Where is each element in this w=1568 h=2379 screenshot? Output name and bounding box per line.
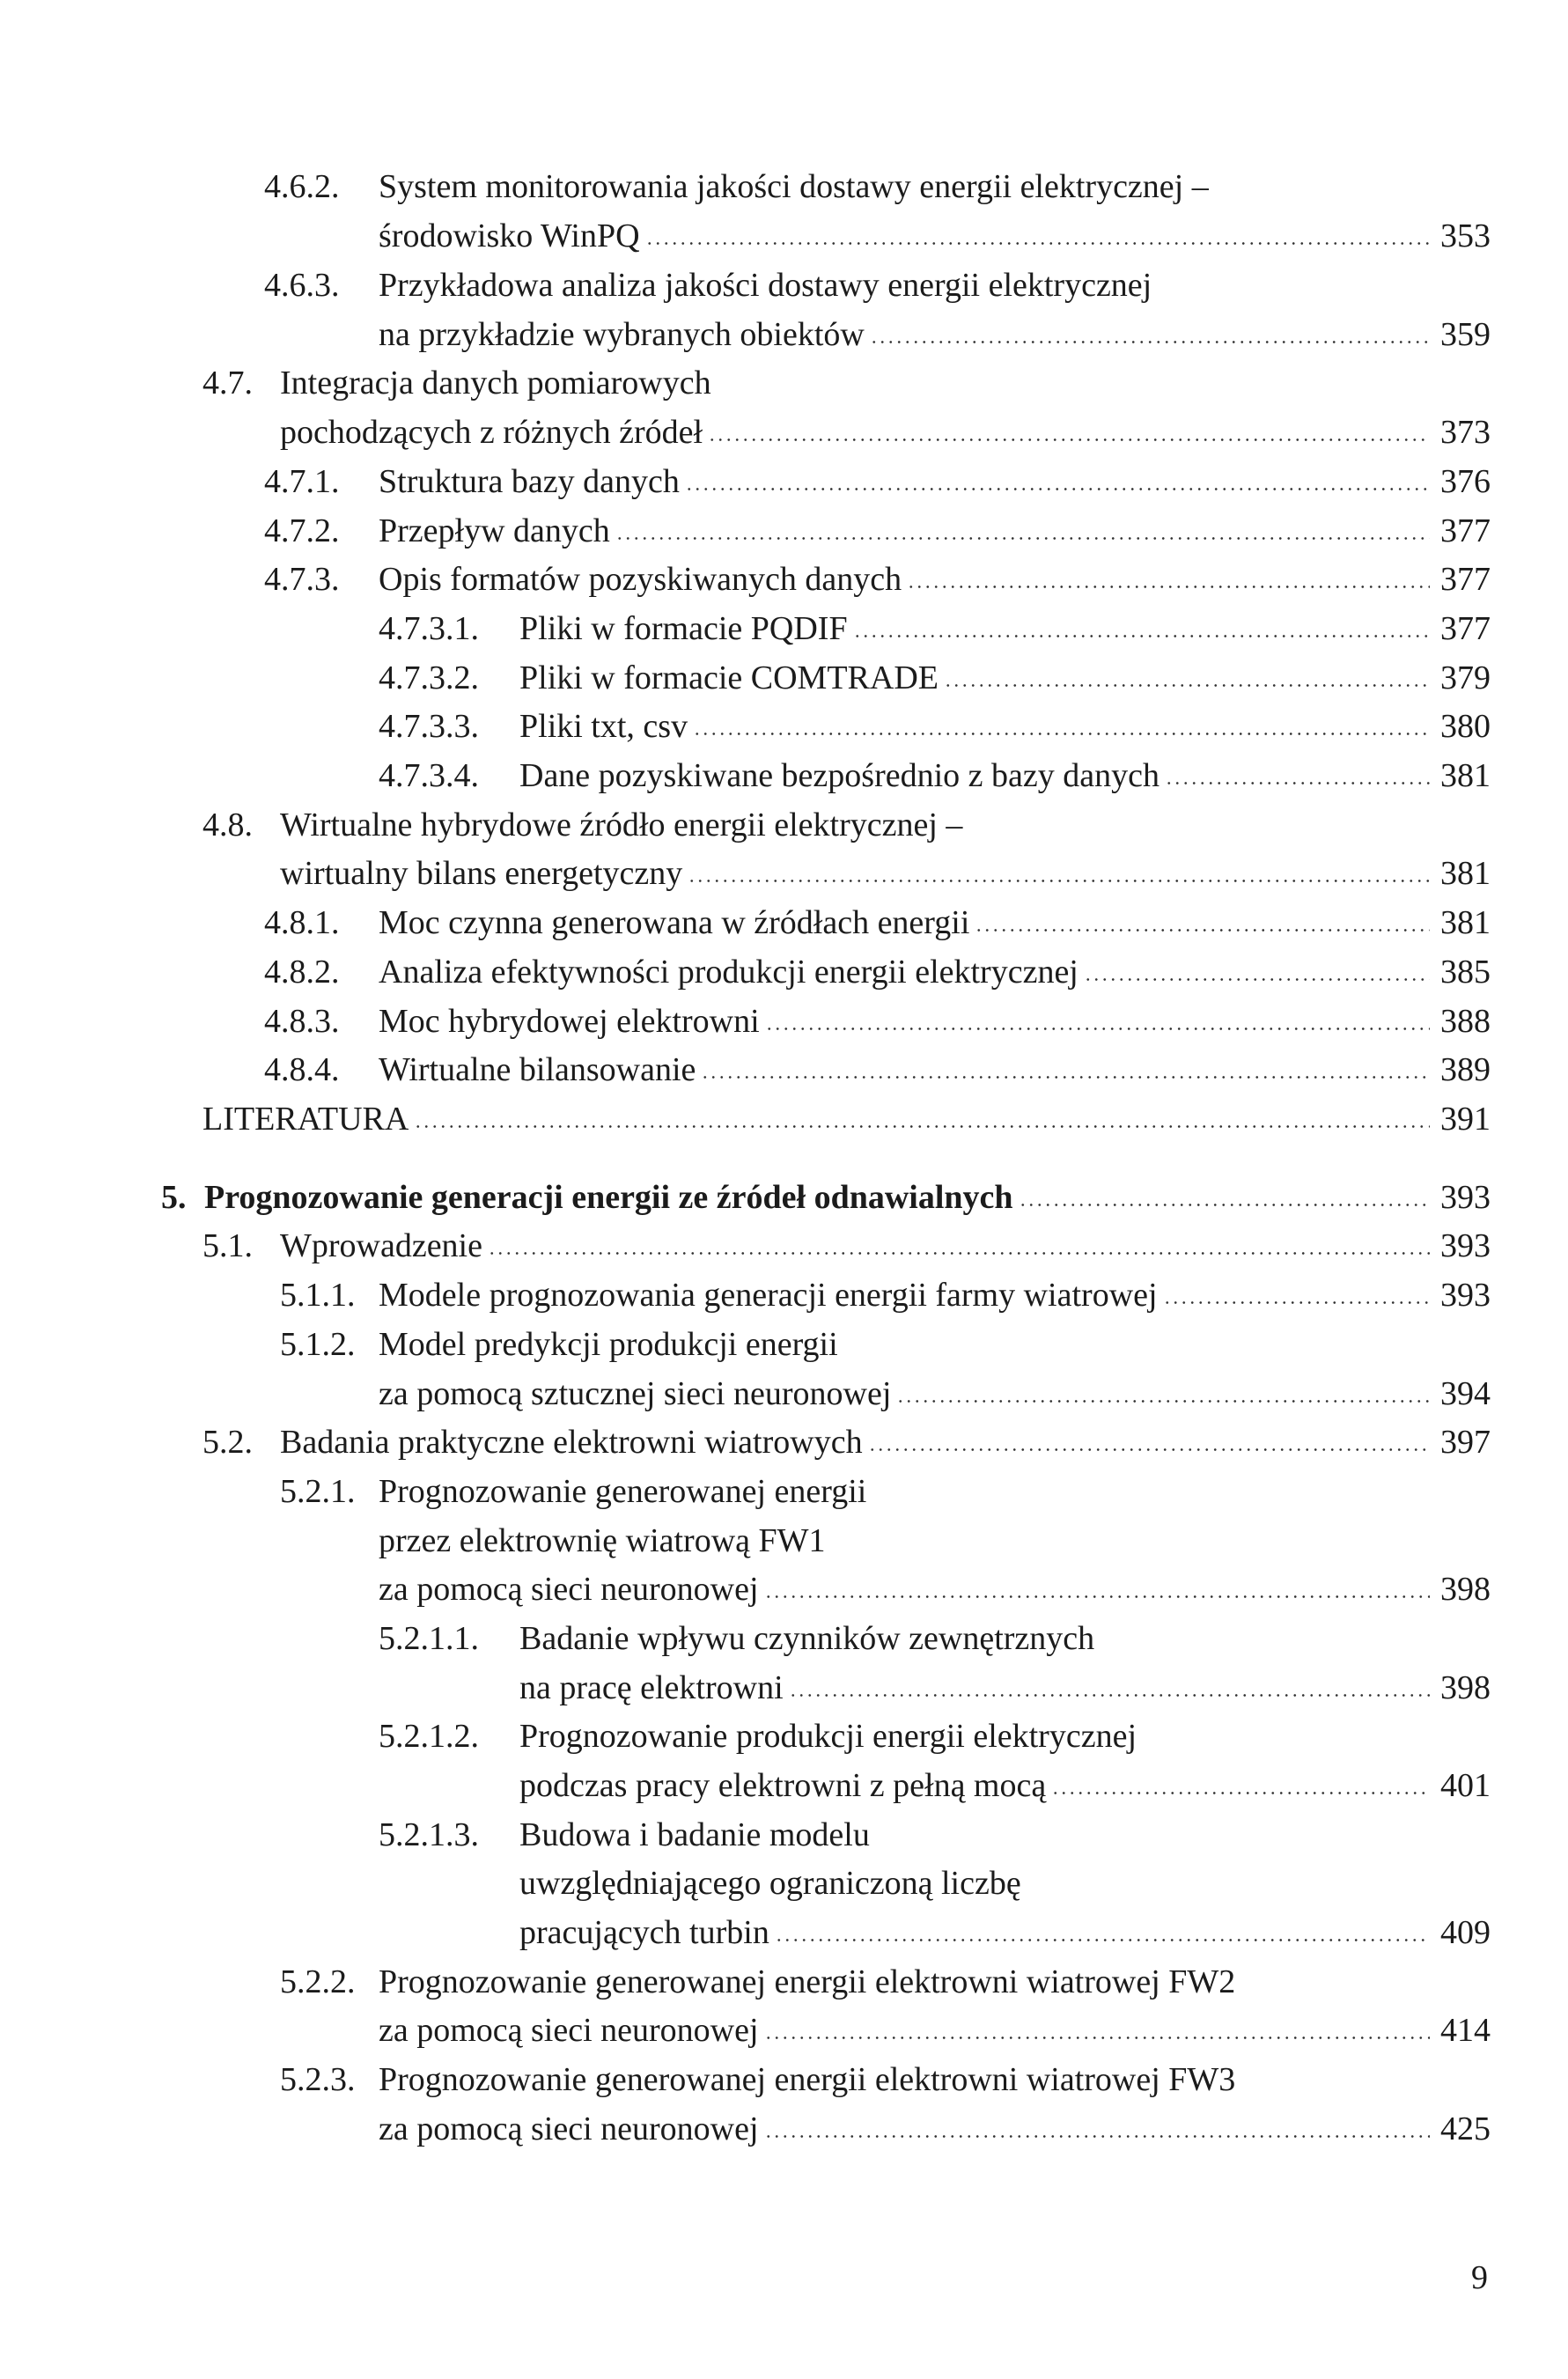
- toc-entry-title: przez elektrownię wiatrową FW1: [379, 1522, 826, 1559]
- toc-entry-number: 5.2.1.: [280, 1473, 356, 1510]
- dot-leader: [853, 634, 1430, 638]
- toc-entry-title: wirtualny bilans energetyczny: [280, 855, 683, 892]
- toc-entry-line: [202, 1219, 1491, 1265]
- toc-entry-title: Moc czynna generowana w źródłach energii: [379, 904, 970, 941]
- toc-entry-page: 425: [1440, 2110, 1491, 2147]
- toc-entry-page: 397: [1440, 1424, 1491, 1461]
- toc-entry-line: [264, 553, 1491, 599]
- toc-entry-line: [161, 1171, 1491, 1217]
- toc-entry-title: Pliki w formacie COMTRADE: [519, 659, 939, 696]
- dot-leader: [645, 241, 1430, 246]
- toc-entry-page: 398: [1440, 1669, 1491, 1706]
- dot-leader: [1163, 1300, 1430, 1305]
- toc-entry-title: Prognozowanie generowanej energii elektrowni wiatrowej FW2: [379, 1963, 1236, 2000]
- toc-entry-page: 393: [1440, 1227, 1491, 1264]
- toc-entry-line: [379, 1612, 1094, 1658]
- toc-entry-page: 401: [1440, 1767, 1491, 1804]
- dot-leader: [765, 1027, 1430, 1031]
- toc-entry-title: Prognozowanie generowanej energii: [379, 1473, 867, 1510]
- toc-entry-title: Wirtualne hybrydowe źródło energii elektrycznej –: [280, 807, 963, 843]
- toc-entry-line: [379, 749, 1491, 795]
- page-number: 9: [1471, 2259, 1488, 2296]
- dot-leader: [414, 1124, 1430, 1129]
- toc-entry-line: [264, 1043, 1491, 1089]
- toc-entry-title: Przepływ danych: [379, 512, 610, 549]
- toc-entry-line: [264, 259, 1152, 305]
- toc-entry-title: pracujących turbin: [519, 1914, 769, 1951]
- toc-entry-number: 5.1.1.: [280, 1277, 356, 1314]
- dot-leader: [708, 438, 1430, 442]
- toc-entry-line: [202, 1093, 1491, 1138]
- toc-entry-title: Badanie wpływu czynników zewnętrznych: [519, 1620, 1095, 1657]
- toc-entry-title: Prognozowanie generowanej energii elektrowni wiatrowej FW3: [379, 2061, 1236, 2098]
- toc-entry-title: za pomocą sieci neuronowej: [379, 1571, 759, 1608]
- toc-entry-page: 379: [1440, 659, 1491, 696]
- toc-entry-number: 5.: [161, 1179, 187, 1216]
- toc-entry-line: [202, 1416, 1491, 1462]
- toc-entry-title: Wprowadzenie: [280, 1227, 482, 1264]
- toc-entry-line: [519, 1906, 1491, 1952]
- toc-entry-number: 4.8.: [202, 807, 253, 843]
- dot-leader: [944, 683, 1430, 688]
- toc-entry-line: [519, 1857, 1021, 1903]
- toc-entry-page: 398: [1440, 1571, 1491, 1608]
- toc-entry-line: [379, 1367, 1491, 1413]
- toc-entry-page: 409: [1440, 1914, 1491, 1951]
- toc-entry-line: [264, 455, 1491, 501]
- toc-entry-page: 381: [1440, 904, 1491, 941]
- dot-leader: [685, 487, 1430, 491]
- toc-entry-number: 5.2.: [202, 1424, 253, 1461]
- toc-entry-number: 4.7.3.2.: [379, 659, 479, 696]
- toc-entry-line: [519, 1661, 1491, 1707]
- toc-entry-title: środowisko WinPQ: [379, 217, 640, 254]
- toc-entry-number: 5.2.3.: [280, 2061, 356, 2098]
- toc-entry-title: Moc hybrydowej elektrowni: [379, 1003, 760, 1040]
- toc-entry-number: 4.7.3.1.: [379, 610, 479, 647]
- toc-entry-title: uwzględniającego ograniczoną liczbę: [519, 1865, 1021, 1902]
- toc-entry-page: 391: [1440, 1101, 1491, 1138]
- toc-entry-title: za pomocą sieci neuronowej: [379, 2110, 759, 2147]
- toc-entry-title: Prognozowanie produkcji energii elektrycznej: [519, 1718, 1137, 1755]
- toc-entry-line: [202, 357, 711, 402]
- toc-entry-number: 4.7.: [202, 365, 253, 401]
- toc-entry-page: 394: [1440, 1375, 1491, 1412]
- dot-leader: [1051, 1791, 1430, 1795]
- toc-entry-page: 353: [1440, 217, 1491, 254]
- dot-leader: [701, 1075, 1430, 1079]
- toc-entry-number: 4.8.3.: [264, 1003, 340, 1040]
- toc-entry-title: Analiza efektywności produkcji energii elektrycznej: [379, 954, 1078, 991]
- toc-entry-title: na przykładzie wybranych obiektów: [379, 316, 865, 353]
- toc-entry-number: 5.1.2.: [280, 1326, 356, 1363]
- toc-entry-title: za pomocą sztucznej sieci neuronowej: [379, 1375, 892, 1412]
- toc-entry-title: podczas pracy elektrowni z pełną mocą: [519, 1767, 1047, 1804]
- toc-entry-line: [379, 2103, 1491, 2148]
- toc-entry-line: [280, 1465, 866, 1511]
- toc-entry-line: [280, 1955, 1235, 2001]
- toc-entry-line: [519, 1759, 1491, 1805]
- dot-leader: [907, 585, 1430, 589]
- toc-entry-title: Modele prognozowania generacji energii farmy wiatrowej: [379, 1277, 1158, 1314]
- toc-entry-line: [280, 847, 1491, 893]
- dot-leader: [488, 1251, 1430, 1256]
- toc-entry-page: 389: [1440, 1051, 1491, 1088]
- toc-entry-line: [264, 946, 1491, 991]
- toc-entry-number: 5.2.1.1.: [379, 1620, 479, 1657]
- toc-entry-number: 5.2.1.2.: [379, 1718, 479, 1755]
- dot-leader: [688, 879, 1430, 883]
- toc-entry-title: Dane pozyskiwane bezpośrednio z bazy danych: [519, 757, 1159, 794]
- toc-entry-title: pochodzących z różnych źródeł: [280, 414, 703, 451]
- toc-entry-title: Przykładowa analiza jakości dostawy energii elektrycznej: [379, 267, 1152, 304]
- toc-entry-page: 414: [1440, 2012, 1491, 2049]
- toc-entry-line: [379, 1514, 826, 1560]
- toc-entry-title: Pliki txt, csv: [519, 708, 688, 745]
- toc-entry-title: Pliki w formacie PQDIF: [519, 610, 848, 647]
- dot-leader: [870, 340, 1430, 344]
- dot-leader: [764, 2134, 1430, 2139]
- toc-entry-line: [379, 1710, 1137, 1756]
- toc-entry-page: 393: [1440, 1179, 1491, 1216]
- dot-leader: [764, 2036, 1430, 2040]
- toc-entry-page: 377: [1440, 512, 1491, 549]
- toc-entry-number: 5.2.2.: [280, 1963, 356, 2000]
- toc-entry-line: [264, 896, 1491, 942]
- toc-entry-title: Budowa i badanie modelu: [519, 1816, 870, 1853]
- toc-entry-number: 4.6.3.: [264, 267, 340, 304]
- toc-entry-page: 377: [1440, 610, 1491, 647]
- toc-entry-line: [280, 2053, 1235, 2099]
- toc-entry-line: [264, 995, 1491, 1041]
- dot-leader: [1084, 977, 1430, 982]
- toc-entry-title: Prognozowanie generacji energii ze źródeł odnawialnych: [204, 1179, 1013, 1216]
- dot-leader: [764, 1595, 1430, 1599]
- toc-entry-page: 380: [1440, 708, 1491, 745]
- toc-entry-number: 5.1.: [202, 1227, 253, 1264]
- dot-leader: [693, 732, 1430, 736]
- toc-entry-page: 381: [1440, 757, 1491, 794]
- toc-entry-line: [202, 799, 962, 844]
- toc-entry-number: 4.7.3.4.: [379, 757, 479, 794]
- toc-entry-line: [379, 1563, 1491, 1609]
- toc-entry-number: 4.8.1.: [264, 904, 340, 941]
- dot-leader: [1019, 1203, 1430, 1207]
- toc-entry-number: 4.7.2.: [264, 512, 340, 549]
- toc-entry-title: LITERATURA: [202, 1101, 409, 1138]
- toc-entry-page: 373: [1440, 414, 1491, 451]
- dot-leader: [789, 1693, 1430, 1698]
- toc-entry-title: Integracja danych pomiarowych: [280, 365, 711, 401]
- toc-entry-title: Struktura bazy danych: [379, 463, 680, 500]
- toc-entry-line: [379, 602, 1491, 648]
- toc-entry-title: Wirtualne bilansowanie: [379, 1051, 696, 1088]
- dot-leader: [615, 536, 1430, 541]
- toc-entry-line: [379, 2004, 1491, 2050]
- toc-entry-line: [379, 652, 1491, 697]
- toc-entry-line: [264, 505, 1491, 550]
- toc-entry-page: 376: [1440, 463, 1491, 500]
- toc-entry-title: na pracę elektrowni: [519, 1669, 784, 1706]
- toc-entry-line: [264, 160, 1209, 206]
- toc-entry-page: 359: [1440, 316, 1491, 353]
- toc-entry-number: 4.7.3.: [264, 561, 340, 598]
- toc-entry-title: Opis formatów pozyskiwanych danych: [379, 561, 902, 598]
- toc-entry-title: Model predykcji produkcji energii: [379, 1326, 838, 1363]
- toc-entry-number: 4.6.2.: [264, 168, 340, 205]
- toc-entry-page: 377: [1440, 561, 1491, 598]
- toc-entry-number: 4.7.3.3.: [379, 708, 479, 745]
- toc-entry-line: [379, 210, 1491, 255]
- dot-leader: [896, 1399, 1430, 1403]
- toc-entry-line: [379, 1808, 870, 1854]
- toc-entry-line: [280, 1269, 1491, 1315]
- dot-leader: [1165, 781, 1430, 785]
- toc-entry-title: Badania praktyczne elektrowni wiatrowych: [280, 1424, 863, 1461]
- dot-leader: [975, 928, 1430, 932]
- toc-entry-page: 393: [1440, 1277, 1491, 1314]
- toc-entry-line: [280, 406, 1491, 452]
- toc-entry-page: 381: [1440, 855, 1491, 892]
- toc-entry-number: 4.7.1.: [264, 463, 340, 500]
- toc-entry-page: 385: [1440, 954, 1491, 991]
- toc-entry-line: [280, 1318, 838, 1364]
- toc-entry-number: 4.8.2.: [264, 954, 340, 991]
- toc-entry-title: System monitorowania jakości dostawy energii elektrycznej –: [379, 168, 1209, 205]
- dot-leader: [868, 1447, 1430, 1452]
- toc-entry-page: 388: [1440, 1003, 1491, 1040]
- toc-entry-number: 5.2.1.3.: [379, 1816, 479, 1853]
- toc-entry-title: za pomocą sieci neuronowej: [379, 2012, 759, 2049]
- toc-entry-line: [379, 308, 1491, 354]
- toc-entry-line: [379, 700, 1491, 746]
- toc-entry-number: 4.8.4.: [264, 1051, 340, 1088]
- dot-leader: [775, 1938, 1430, 1942]
